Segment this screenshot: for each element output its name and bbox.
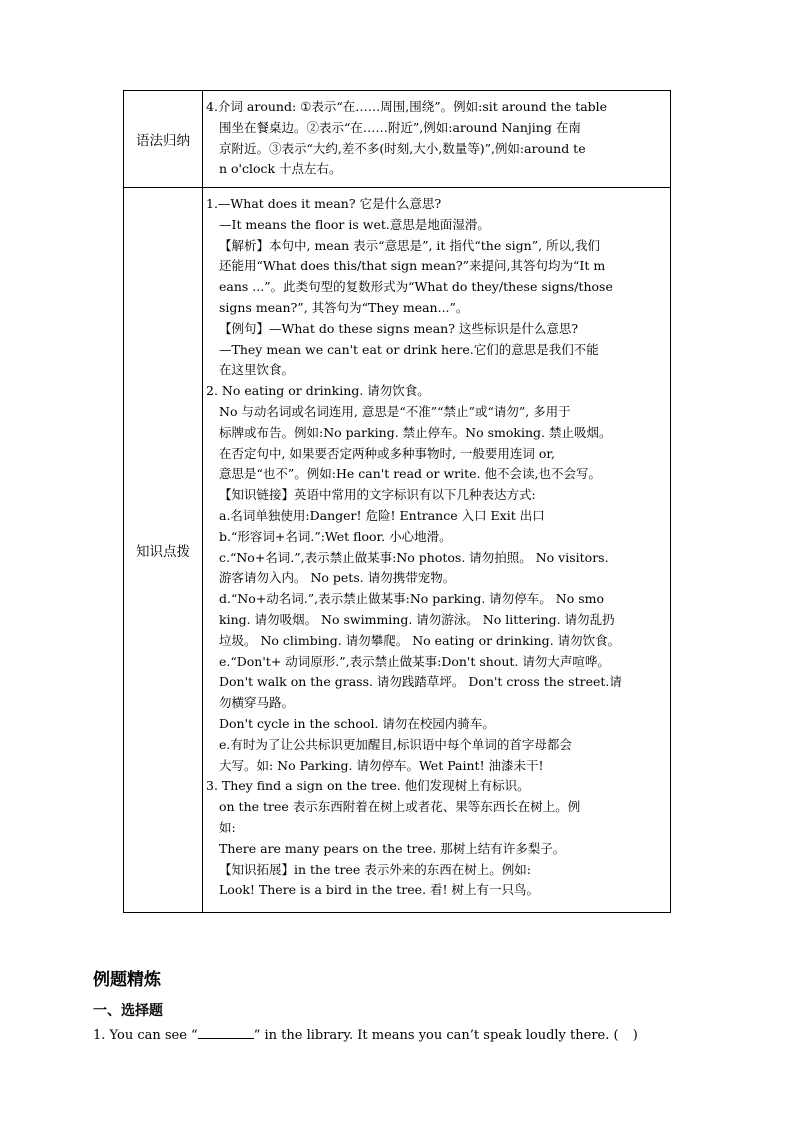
- row-label-tips: 知识点拨: [124, 188, 203, 913]
- content-line: Look! There is a bird in the tree. 看! 树上有一只鸟。: [219, 882, 540, 898]
- content-line: e.有时为了让公共标识更加醒目,标识语中每个单词的首字母都会: [219, 736, 572, 752]
- content-line: —They mean we can't eat or drink here.它们的意思是我们不能: [219, 341, 599, 357]
- content-line: 【知识拓展】in the tree 表示外来的东西在树上。例如:: [219, 861, 531, 877]
- section-title: 例题精炼: [93, 970, 161, 990]
- content-line: Don't cycle in the school. 请勿在校园内骑车。: [219, 715, 495, 731]
- content-line: 大写。如: No Parking. 请勿停车。Wet Paint! 油漆未干!: [219, 757, 544, 773]
- notes-table: [123, 90, 671, 913]
- content-line: 【知识链接】英语中常用的文字标识有以下几种表达方式:: [219, 487, 536, 503]
- content-line: n o'clock 十点左右。: [219, 161, 342, 177]
- answer-blank[interactable]: [198, 1026, 254, 1039]
- content-line: 1.—What does it mean? 它是什么意思?: [206, 196, 442, 211]
- content-line: on the tree 表示东西附着在树上或者花、果等东西长在树上。例: [219, 799, 581, 815]
- content-line: b.“形容词+名词.”:Wet floor. 小心地滑。: [219, 528, 452, 544]
- content-line: 勿横穿马路。: [219, 695, 295, 711]
- content-line: There are many pears on the tree. 那树上结有许多梨子。: [219, 840, 566, 856]
- content-line: 垃圾。 No climbing. 请勿攀爬。 No eating or drinking. 请勿饮食。: [219, 632, 621, 648]
- question-paren-close: ): [632, 1028, 638, 1043]
- content-line: 标牌或布告。例如:No parking. 禁止停车。No smoking. 禁止吸烟。: [219, 424, 612, 440]
- question-text-before: You can see “: [109, 1028, 198, 1043]
- content-line: eans ...”。此类句型的复数形式为“What do they/these signs/those: [219, 279, 613, 295]
- content-line: 游客请勿入内。 No pets. 请勿携带宠物。: [219, 570, 456, 586]
- content-line: king. 请勿吸烟。 No swimming. 请勿游泳。 No littering. 请勿乱扔: [219, 611, 615, 627]
- subsection-title: 一、选择题: [93, 1003, 163, 1019]
- content-line: c.“No+名词.”,表示禁止做某事:No photos. 请勿拍照。 No visitors.: [219, 549, 609, 565]
- content-line: e.“Don't+ 动词原形.”,表示禁止做某事:Don't shout. 请勿大声喧哗。: [219, 653, 610, 669]
- content-line: 意思是“也不”。例如:He can't read or write. 他不会读,也不会写。: [219, 466, 601, 482]
- content-line: No 与动名词或名词连用, 意思是“不准”“禁止”或“请勿”, 多用于: [219, 403, 571, 419]
- row-label-grammar: 语法归纳: [124, 91, 203, 188]
- question-number: 1.: [93, 1028, 106, 1043]
- row-content-grammar: [203, 91, 671, 188]
- content-line: d.“No+动名词.”,表示禁止做某事:No parking. 请勿停车。 No smo: [219, 591, 604, 607]
- content-line: 如:: [219, 819, 236, 835]
- question-text-after: ” in the library. It means you can’t speak loudly there. (: [253, 1028, 619, 1043]
- table-row-tips: [124, 188, 671, 913]
- content-line: 【例句】—What do these signs mean? 这些标识是什么意思?: [219, 320, 579, 336]
- content-line: a.名词单独使用:Danger! 危险! Entrance 入口 Exit 出口: [219, 507, 545, 523]
- question-1: [93, 1026, 638, 1043]
- content-line: 2. No eating or drinking. 请勿饮食。: [206, 383, 430, 399]
- content-line: 京附近。③表示“大约,差不多(时刻,大小,数量等)”,例如:around te: [219, 140, 586, 156]
- content-line: Don't walk on the grass. 请勿践踏草坪。 Don't cross the street.请: [219, 674, 622, 690]
- content-line: —It means the floor is wet.意思是地面湿滑。: [219, 216, 490, 232]
- content-line: 在否定句中, 如果要否定两种或多种事物时, 一般要用连词 or,: [219, 445, 555, 461]
- table-row-grammar: [124, 91, 671, 188]
- content-line: 3. They find a sign on the tree. 他们发现树上有标识。: [206, 778, 530, 794]
- content-line: 4.介词 around: ①表示“在……周围,围绕”。例如:sit around the table: [206, 99, 608, 114]
- content-line: signs mean?”, 其答句为“They mean...”。: [219, 299, 469, 315]
- content-line: 还能用“What does this/that sign mean?”来提问,其答句均为“It m: [219, 258, 606, 274]
- row-content-tips: [203, 188, 671, 913]
- content-line: 在这里饮食。: [219, 362, 295, 378]
- content-line: 【解析】本句中, mean 表示“意思是”, it 指代“the sign”, 所以,我们: [219, 237, 601, 253]
- content-line: 围坐在餐桌边。②表示“在……附近”,例如:around Nanjing 在南: [219, 119, 581, 135]
